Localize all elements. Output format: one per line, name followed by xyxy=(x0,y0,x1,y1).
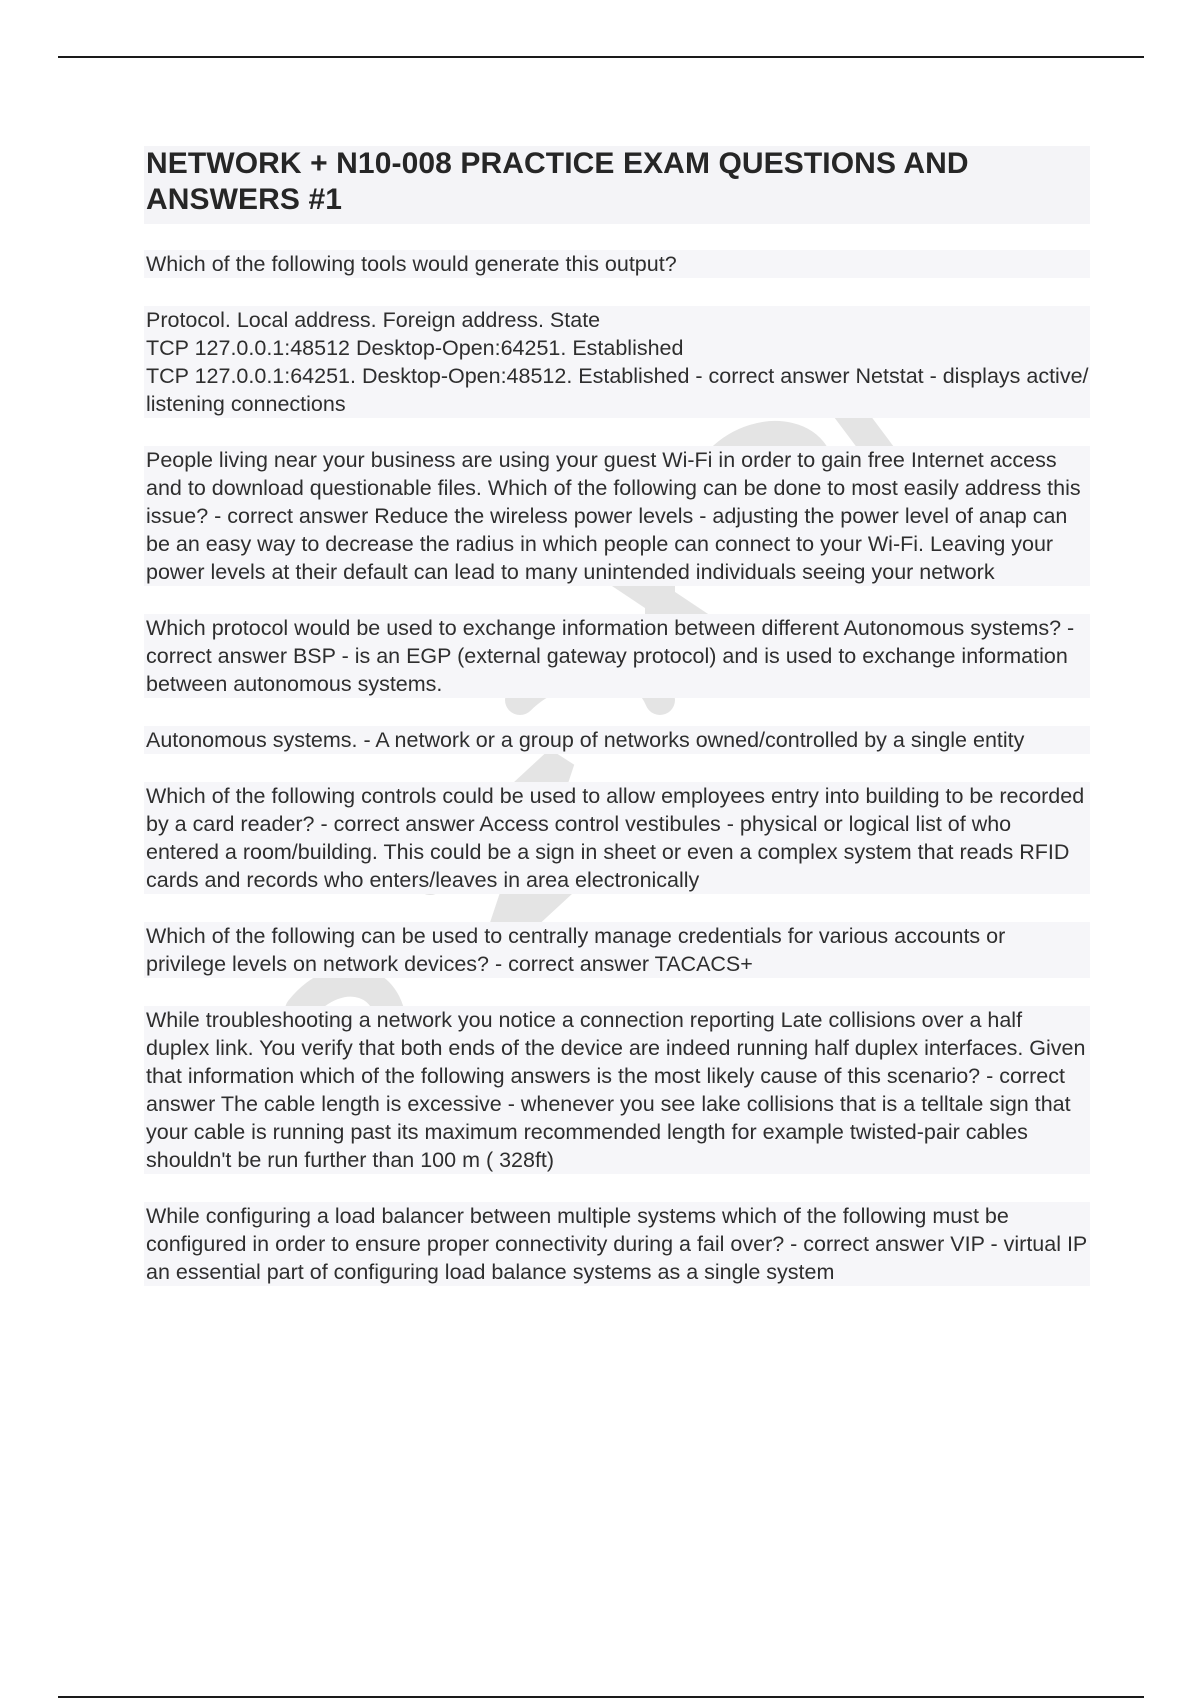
document-title: NETWORK + N10-008 PRACTICE EXAM QUESTIONS AND ANSWERS #1 xyxy=(146,147,969,216)
paragraph-7: Which of the following can be used to centrally manage credentials for various accounts or privilege levels on network devices? - correct answer TACACS+ xyxy=(144,922,1090,978)
paragraph-9: While configuring a load balancer between multiple systems which of the following must be configured in order to ensure proper connectivity during a fail over? - correct answer VIP - virtual IP an essential part of configuring load balance systems as a single system xyxy=(144,1202,1090,1286)
top-rule xyxy=(58,56,1144,58)
paragraph-5: Autonomous systems. - A network or a group of networks owned/controlled by a single entity xyxy=(144,726,1090,754)
title-box xyxy=(144,146,1090,224)
paragraph-2: Protocol. Local address. Foreign address. State TCP 127.0.0.1:48512 Desktop-Open:64251. Established TCP 127.0.0.1:64251. Desktop-Open:48512. Established - correct answer Netstat - displays active/ listening connections xyxy=(146,308,1089,416)
paragraph-8: While troubleshooting a network you notice a connection reporting Late collisions over a half duplex link. You verify that both ends of the device are indeed running half duplex interfaces. Given that information which of the following answers is the most likely cause of this scenario? - correct answer The cable length is excessive - whenever you see lake collisions that is a telltale sign that your cable is running past its maximum recommended length for example twisted-pair cables shouldn't be run further than 100 m ( 328ft) xyxy=(144,1006,1090,1174)
document-body xyxy=(144,146,1090,1314)
paragraph-1: Which of the following tools would generate this output? xyxy=(144,250,1090,278)
paragraph-4: Which protocol would be used to exchange information between different Autonomous systems? - correct answer BSP - is an EGP (external gateway protocol) and is used to exchange information between autonomous systems. xyxy=(144,614,1090,698)
paragraph-6: Which of the following controls could be used to allow employees entry into building to be recorded by a card reader? - correct answer Access control vestibules - physical or logical list of who entered a room/building. This could be a sign in sheet or even a complex system that reads RFID cards and records who enters/leaves in area electronically xyxy=(144,782,1090,894)
paragraph-3: People living near your business are using your guest Wi-Fi in order to gain free Internet access and to download questionable files. Which of the following can be done to most easily address this issue? - correct answer Reduce the wireless power levels - adjusting the power level of anap can be an easy way to decrease the radius in which people can connect to your Wi-Fi. Leaving your power levels at their default can lead to many unintended individuals seeing your network xyxy=(144,446,1090,586)
bottom-rule xyxy=(58,1696,1144,1698)
